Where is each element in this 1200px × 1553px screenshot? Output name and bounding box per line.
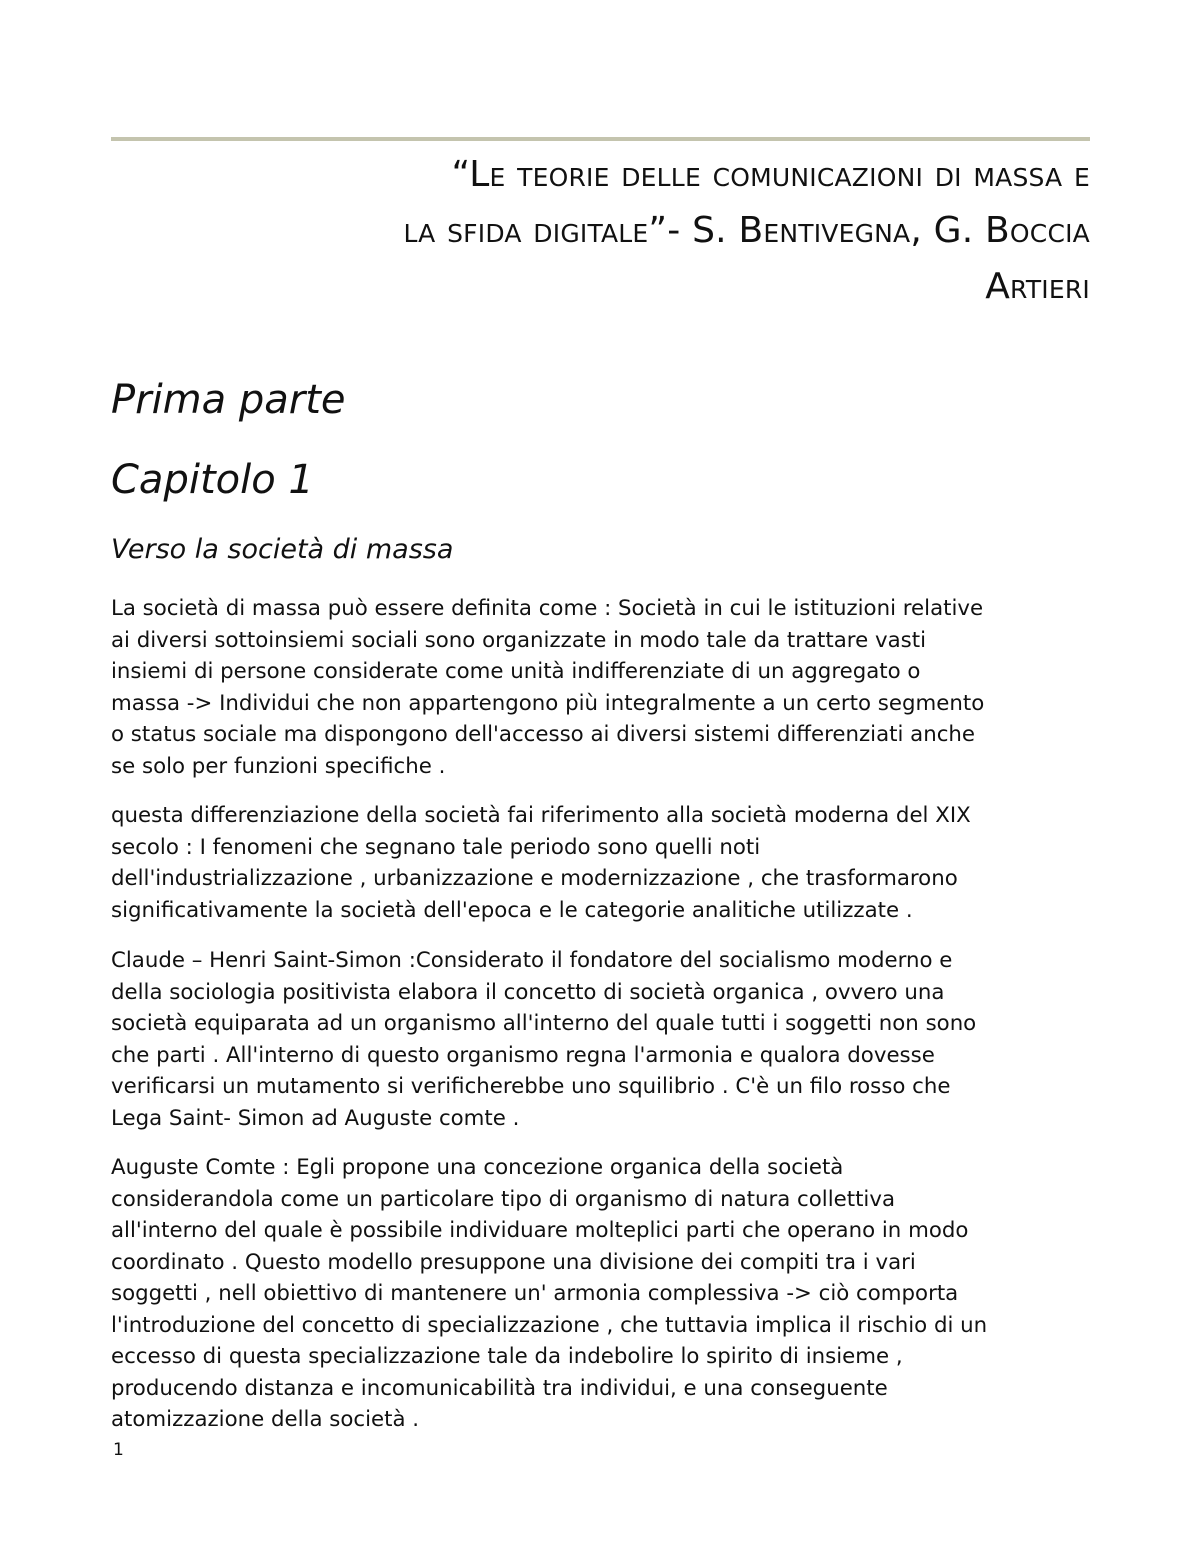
title-line: la sfida digitale”- S. Bentivegna, G. Boccia (403, 210, 1090, 251)
title-rule (111, 137, 1090, 141)
text-line: La società di massa può essere definita come : Società in cui le istituzioni relative (111, 596, 984, 621)
text-line: ai diversi sottoinsiemi sociali sono organizzate in modo tale da trattare vasti (111, 627, 926, 653)
text-line: della sociologia positivista elabora il concetto di società organica , ovvero una (111, 979, 945, 1005)
text-line: se solo per funzioni specifiche . (111, 753, 446, 779)
paragraph (111, 800, 1096, 926)
text-line: atomizzazione della società . (111, 1407, 420, 1432)
text-line: massa -> Individui che non appartengono più integralmente a un certo segmento (111, 690, 985, 716)
text-line: Lega Saint- Simon ad Auguste comte . (111, 1105, 520, 1131)
text-line: che parti . All'interno di questo organismo regna l'armonia e qualora dovesse (111, 1042, 935, 1068)
text-line: dell'industrializzazione , urbanizzazione e modernizzazione , che trasformarono (111, 866, 958, 891)
title-line: Artieri (985, 266, 1090, 307)
text-line: verificarsi un mutamento si verificherebbe uno squilibrio . C'è un filo rosso che (111, 1074, 951, 1099)
text-line: soggetti , nell obiettivo di mantenere un' armonia complessiva -> ciò comporta (111, 1281, 959, 1306)
text-line: producendo distanza e incomunicabilità tra individui, e una conseguente (111, 1375, 888, 1401)
paragraph (111, 945, 1096, 1134)
text-line: l'introduzione del concetto di specializzazione , che tuttavia implica il rischio di un (111, 1312, 988, 1338)
paragraph (111, 1152, 1096, 1436)
text-line: insiemi di persone considerate come unità indifferenziate di un aggregato o (111, 659, 921, 684)
page-number: 1 (113, 1440, 124, 1460)
text-line: Claude – Henri Saint-Simon :Considerato il fondatore del socialismo moderno e (111, 948, 953, 973)
text-line: significativamente la società dell'epoca e le categorie analitiche utilizzate . (111, 897, 913, 923)
text-line: questa differenziazione della società fai riferimento alla società moderna del XIX (111, 803, 971, 828)
text-line: Auguste Comte : Egli propone una concezione organica della società (111, 1155, 844, 1180)
text-line: coordinato . Questo modello presuppone una divisione dei compiti tra i vari (111, 1249, 916, 1275)
text-line: eccesso di questa specializzazione tale da indebolire lo spirito di insieme , (111, 1344, 903, 1369)
part-heading: Prima parte (111, 377, 346, 423)
text-line: all'interno del quale è possibile individuare molteplici parti che operano in modo (111, 1218, 969, 1243)
title-line: “Le teorie delle comunicazioni di massa e (451, 154, 1090, 195)
chapter-heading: Capitolo 1 (111, 457, 314, 503)
section-heading: Verso la società di massa (111, 534, 454, 565)
text-line: o status sociale ma dispongono dell'accesso ai diversi sistemi differenziati anche (111, 722, 976, 747)
text-line: considerandola come un particolare tipo di organismo di natura collettiva (111, 1186, 895, 1212)
text-line: società equiparata ad un organismo all'interno del quale tutti i soggetti non sono (111, 1011, 977, 1036)
text-line: secolo : I fenomeni che segnano tale periodo sono quelli noti (111, 834, 761, 860)
document-title (111, 147, 1090, 315)
paragraph (111, 593, 1096, 782)
